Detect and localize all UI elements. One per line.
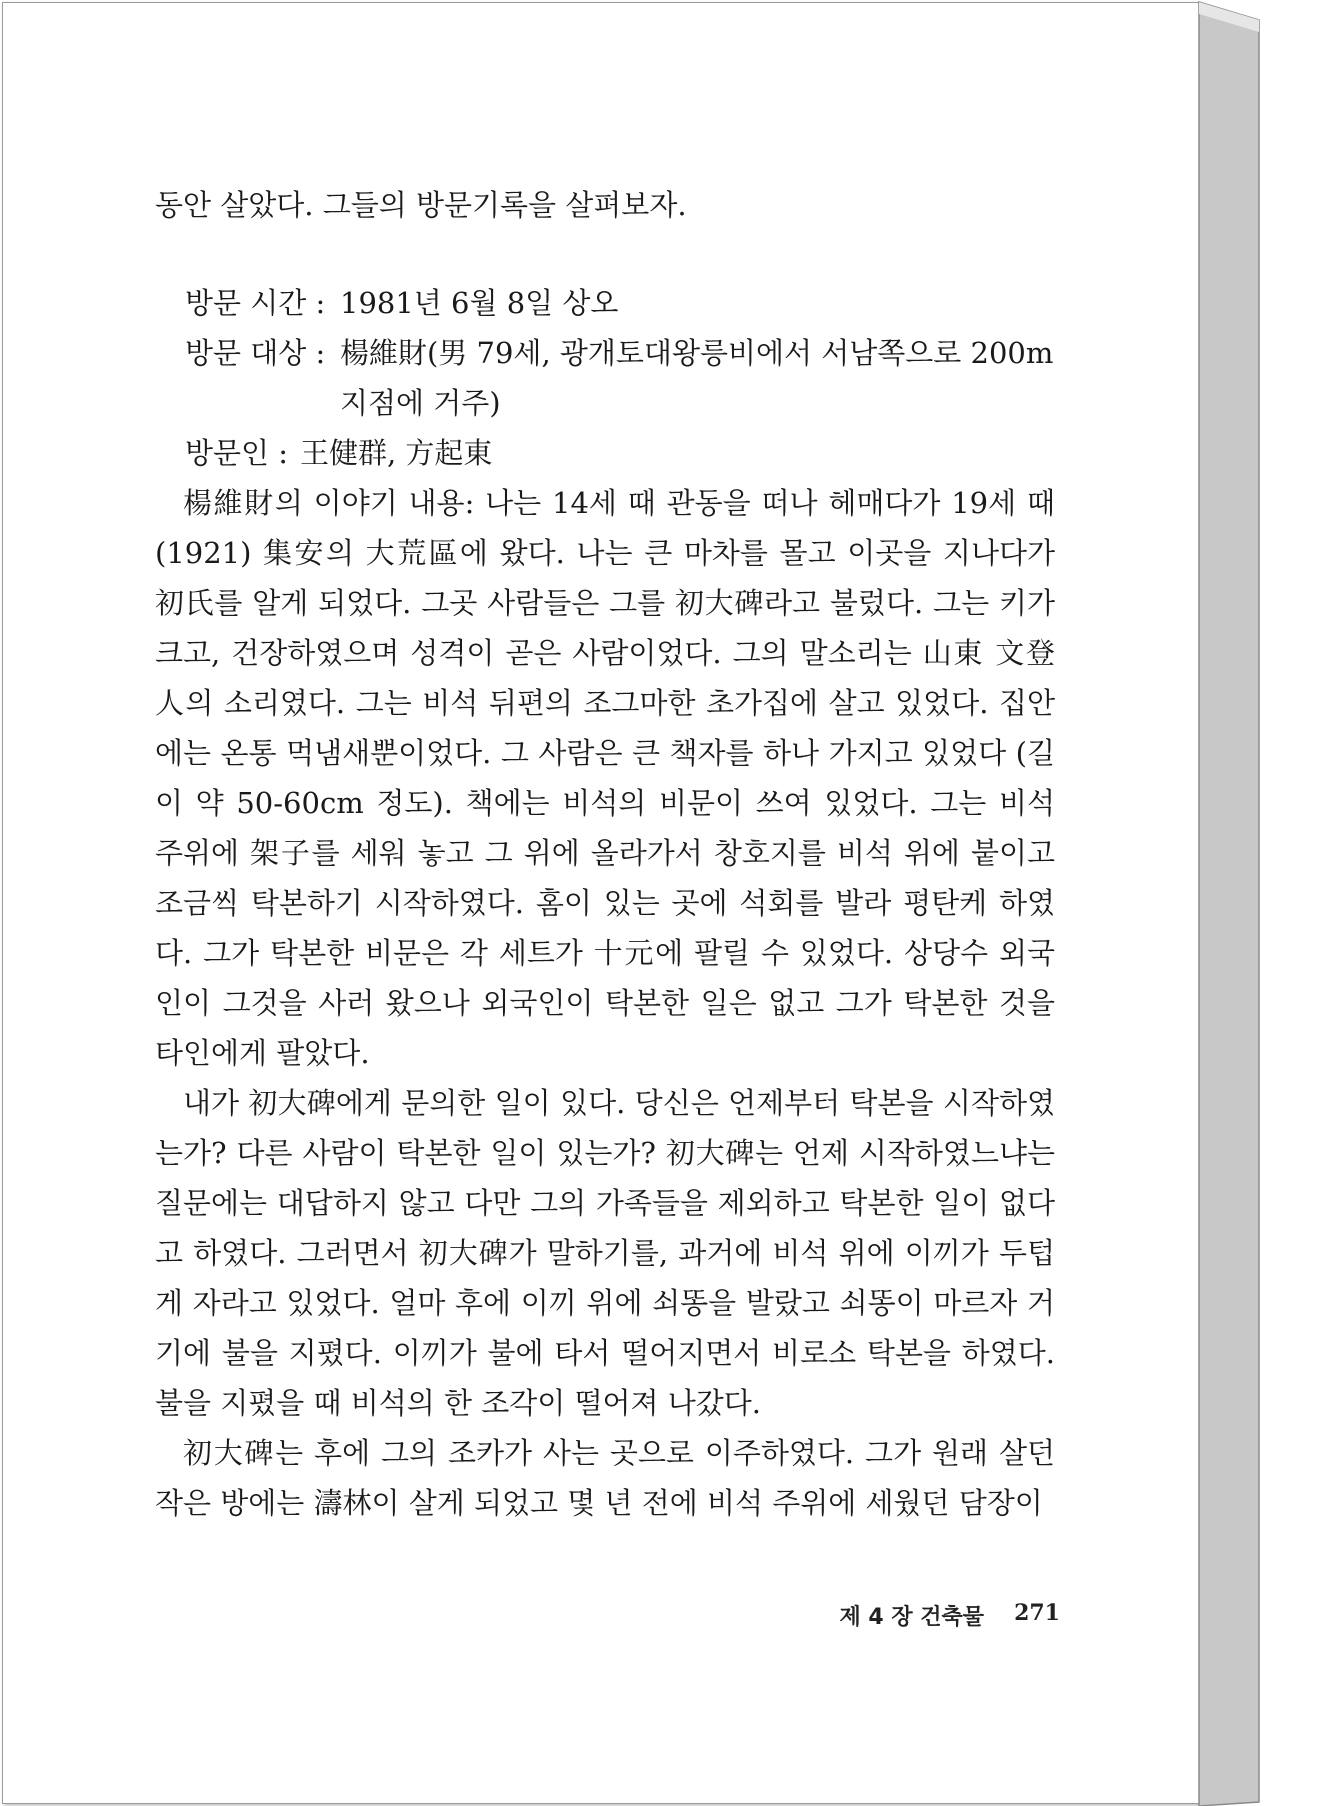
visitors-row <box>155 428 1055 478</box>
visit-target-label: 방문 대상 : <box>185 336 326 370</box>
paragraph: 初大碑는 후에 그의 조카가 사는 곳으로 이주하였다. 그가 원래 살던 작은 방에는 濤林이 살게 되었고 몇 년 전에 비석 주위에 세웠던 담장이 <box>155 1436 1055 1520</box>
lead-line: 동안 살았다. 그들의 방문기록을 살펴보자. <box>155 188 687 222</box>
paragraph: 楊維財의 이야기 내용: 나는 14세 때 관동을 떠나 헤매다가 19세 때 (1921) 集安의 大荒區에 왔다. 나는 큰 마차를 몰고 이곳을 지나다가 初氏를 알게 되었다. 그곳 사람들은 그를 初大碑라고 불렀다. 그는 키가 크고, 건장하였으며 성격이 곧은 사람이었다. 그의 말소리는 山東 文登人의 소리였다. 그는 비석 뒤편의 조그마한 초가집에 살고 있었다. 집안에는 온통 먹냄새뿐이었다. 그 사람은 큰 책자를 하나 가지고 있었다 (길이 약 50-60cm 정도). 책에는 비석의 비문이 쓰여 있었다. 그는 비석 주위에 架子를 세워 놓고 그 위에 올라가서 창호지를 비석 위에 붙이고 조금씩 탁본하기 시작하였다. 홈이 있는 곳에 석회를 발라 평탄케 하였다. 그가 탁본한 비문은 각 세트가 十元에 팔릴 수 있었다. 상당수 외국인이 그것을 사러 왔으나 외국인이 탁본한 일은 없고 그가 탁본한 것을 타인에게 팔았다. <box>155 486 1055 1070</box>
page-footer <box>760 1600 1060 1631</box>
body-text <box>155 180 1055 1528</box>
paragraph: 내가 初大碑에게 문의한 일이 있다. 당신은 언제부터 탁본을 시작하였는가? 다른 사람이 탁본한 일이 있는가? 初大碑는 언제 시작하였느냐는 질문에는 대답하지 않고 다만 그의 가족들을 제외하고 탁본한 일이 없다고 하였다. 그러면서 初大碑가 말하기를, 과거에 비석 위에 이끼가 두텁게 자라고 있었다. 얼마 후에 이끼 위에 쇠똥을 발랐고 쇠똥이 마르자 거기에 불을 지폈다. 이끼가 불에 타서 떨어지면서 비로소 탁본을 하였다. 불을 지폈을 때 비석의 한 조각이 떨어져 나갔다. <box>155 1086 1055 1420</box>
visit-time-row <box>155 278 1055 328</box>
visitors-label: 방문인 : <box>185 436 289 470</box>
visit-target-row <box>155 328 1055 428</box>
visit-target-value: 楊維財(男 79세, 광개토대왕릉비에서 서남쪽으로 200m 지점에 거주) <box>340 336 1054 420</box>
visit-time-value: 1981년 6월 8일 상오 <box>340 286 619 320</box>
chapter-title: 제 4 장 건축물 <box>839 1605 985 1630</box>
visitors-value: 王健群, 方起東 <box>300 436 493 470</box>
page-edge-shape <box>1199 2 1299 1806</box>
visit-time-label: 방문 시간 : <box>185 286 326 320</box>
page-number: 271 <box>1014 1600 1060 1626</box>
